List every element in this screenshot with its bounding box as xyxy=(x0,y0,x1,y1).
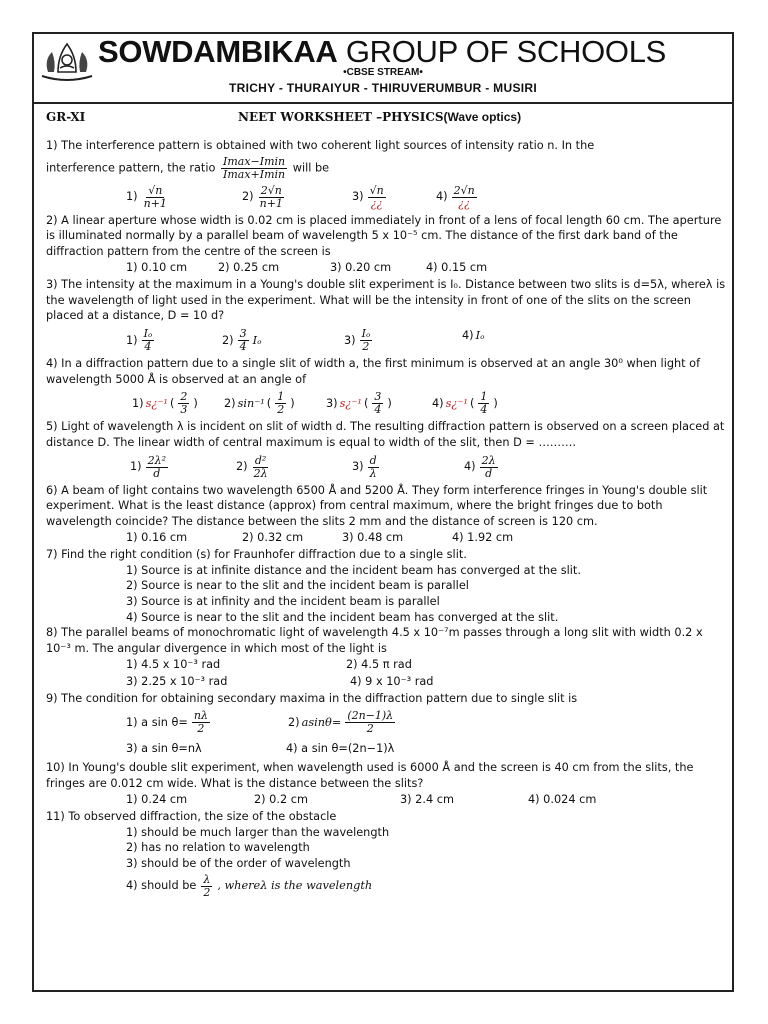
q1-ratio-den: Imax+Imin xyxy=(222,167,286,181)
q3-o2-den: 4 xyxy=(239,339,247,353)
q4-o2-label: 2) xyxy=(224,396,236,410)
q9-text: 9) The condition for obtaining secondary maxima in the diffraction pattern due to single slit is xyxy=(46,691,578,705)
q8-text: 8) The parallel beams of monochromatic light of wavelength 4.5 x 10⁻⁷m passes through a long slit with width 0.2 x 10⁻³ m. The angular divergence in which most of the light is xyxy=(46,626,703,656)
q4-option-4: 4) s¿⁻¹ ( $\frac{1}{4}$ ) xyxy=(432,390,498,417)
q3-option-1 xyxy=(126,328,156,353)
q1-o3-den: ¿¿ xyxy=(370,196,383,210)
q4-options xyxy=(46,387,728,419)
q1-o2-label: 2) xyxy=(242,190,254,204)
q11-option-2: 2) has no relation to wavelength xyxy=(126,841,310,855)
q3-option-3 xyxy=(344,328,374,353)
q5-option-3 xyxy=(352,455,381,480)
q4-text: 4) In a diffraction pattern due to a single slit of width a, the first minimum is observed at an angle 30⁰ when light of wavelength 5000 Å is observed at an angle of xyxy=(46,356,701,386)
q3-o1-label: 1) xyxy=(126,333,138,347)
q5-option-1 xyxy=(130,455,170,480)
q3-o2-frac xyxy=(238,328,249,353)
q4-o4-num: 1 xyxy=(480,390,488,404)
q1-option-2 xyxy=(242,185,287,210)
q2-text: 2) A linear aperture whose width is 0.02 cm is placed immediately in front of a lens of focal length 60 cm. The aperture is illuminated normally by a parallel beam of wavelength 5 x 10⁻⁵ cm. The distance of the first dark band of the diffraction pattern from the centre of the screen is xyxy=(46,213,722,259)
q6-options xyxy=(46,530,728,547)
q2-option-1: 1) 0.10 cm xyxy=(126,260,188,274)
q7-text: 7) Find the right condition (s) for Fraunhofer diffraction due to a single slit. xyxy=(46,547,467,561)
q3-o2-after: Iₒ xyxy=(252,333,262,347)
q1-o4-den: ¿¿ xyxy=(458,196,471,210)
worksheet-title xyxy=(238,110,521,124)
q11-option-1: 1) should be much larger than the wavelength xyxy=(126,825,390,839)
q11-option-4 xyxy=(46,874,728,899)
q5-o4-frac xyxy=(480,455,498,480)
school-name-rest: GROUP OF SCHOOLS xyxy=(345,34,667,69)
q7-option-1: 1) Source is at infinite distance and the incident beam has converged at the slit. xyxy=(126,563,581,577)
school-name xyxy=(98,34,666,70)
q10-option-4: 4) 0.024 cm xyxy=(528,792,597,806)
q5-options xyxy=(46,451,728,483)
q9-o1-num: nλ xyxy=(193,709,208,723)
q3-o4-label: 4) xyxy=(462,328,474,342)
q9-o2-frac xyxy=(345,710,395,735)
worksheet-title-row xyxy=(34,106,732,128)
q8-option-3: 3) 2.25 x 10⁻³ rad xyxy=(126,674,228,688)
q1-o2-num: 2√n xyxy=(260,183,282,197)
q7-option-2: 2) Source is near to the slit and the incident beam is parallel xyxy=(126,579,469,593)
q2-option-2: 2) 0.25 cm xyxy=(218,260,280,274)
q9-o2-label: 2) xyxy=(288,716,300,730)
q9-option-4: 4) a sin θ=(2n−1)λ xyxy=(286,742,395,756)
q11-o4-pre: 4) should be xyxy=(126,879,197,893)
q9-o2-den: 2 xyxy=(366,722,374,736)
q5-o3-frac xyxy=(368,455,379,480)
q1-o3-frac xyxy=(368,185,386,210)
q2-options xyxy=(46,260,728,277)
q6-option-3: 3) 0.48 cm xyxy=(342,530,404,544)
q1-options xyxy=(46,181,728,213)
q4-o4-pre: s¿⁻¹ xyxy=(445,396,468,410)
q9-option-1 xyxy=(126,710,212,735)
q3-option-4 xyxy=(462,328,484,344)
q3-options xyxy=(46,324,728,356)
q4-o2-den: 2 xyxy=(277,403,285,417)
q4-o3-num: 3 xyxy=(374,390,382,404)
q10-options xyxy=(46,792,728,809)
q5-o3-num: d xyxy=(369,453,377,467)
q3-o1-frac xyxy=(142,328,155,353)
q9-option-2 xyxy=(288,710,397,735)
q3-o1-den: 4 xyxy=(144,339,152,353)
q5-option-2 xyxy=(236,455,272,480)
questions xyxy=(46,138,728,899)
grade-label: GR-XI xyxy=(46,110,86,124)
q4-o1-den: 3 xyxy=(180,403,188,417)
school-header xyxy=(34,34,732,104)
q9-option-3: 3) a sin θ=nλ xyxy=(126,742,202,756)
worksheet-topic: (Wave optics) xyxy=(443,110,522,124)
q7-option-3: 3) Source is at infinity and the incident beam is parallel xyxy=(126,594,440,608)
q6-option-1: 1) 0.16 cm xyxy=(126,530,188,544)
q3-text: 3) The intensity at the maximum in a Young's double slit experiment is I₀. Distance between two slits is d=5λ, whereλ is the wavelength of light used in the experiment. What will be the intensity in front of one of the slits on the screen placed at a distance, D = 10 d? xyxy=(46,277,726,323)
q1-o3-label: 3) xyxy=(352,190,364,204)
q8-option-1: 1) 4.5 x 10⁻³ rad xyxy=(126,657,221,671)
q1-text-a: 1) The interference pattern is obtained with two coherent light sources of intensity ratio n. In the xyxy=(46,139,595,152)
q8-options-row-1 xyxy=(46,657,728,674)
q5-o1-den: d xyxy=(153,466,161,480)
q1-ratio-fraction xyxy=(221,156,287,181)
q3-o2-num: 3 xyxy=(239,326,247,340)
q4-option-3: 3) s¿⁻¹ ( $\frac{3}{4}$ ) xyxy=(326,390,392,417)
q5-o4-den: d xyxy=(485,466,493,480)
q1-o4-label: 4) xyxy=(436,190,448,204)
q11-option-3: 3) should be of the order of wavelength xyxy=(126,856,351,870)
q5-o2-num: d² xyxy=(254,453,267,467)
q4-option-1: 1) s¿⁻¹ ( $\frac{2}{3}$ ) xyxy=(132,390,198,417)
q5-o2-frac xyxy=(252,455,270,480)
q4-option-2: 2) sin⁻¹ ( $\frac{1}{2}$ ) xyxy=(224,390,295,417)
q4-o4-frac xyxy=(478,391,489,416)
q8-option-2: 2) 4.5 π rad xyxy=(346,657,412,671)
q1-o4-num: 2√n xyxy=(453,183,475,197)
q5-o3-den: λ xyxy=(369,466,377,480)
q5-o4-label: 4) xyxy=(464,460,476,474)
q1-o2-frac xyxy=(258,185,285,210)
q11-o4-frac xyxy=(201,874,212,899)
q11-text: 11) To observed diffraction, the size of the obstacle xyxy=(46,809,337,823)
q7-option-4: 4) Source is near to the slit and the incident beam has converged at the slit. xyxy=(126,610,559,624)
q9-o2-num: (2n−1)λ xyxy=(347,709,394,723)
q8-options-row-2 xyxy=(46,674,728,691)
q6-text: 6) A beam of light contains two wavelength 6500 Å and 5200 Å. They form interference fringes in Young's double slit experiment. What is the least distance (approx) from central maximum, where the bright fringes due to both wavelength coincide? The distance between the slits 2 mm and the distance of screen is 120 cm. xyxy=(46,483,708,529)
q5-text: 5) Light of wavelength λ is incident on slit of width d. The resulting diffraction pattern is observed on a screen placed at distance D. The linear width of central maximum is equal to width of the slit, then D = ………. xyxy=(46,420,725,450)
q4-o2-num: 1 xyxy=(277,390,285,404)
q1-o2-den: n+1 xyxy=(259,196,283,210)
q1-o1-frac xyxy=(142,185,169,210)
q1-ratio-num: Imax−Imin xyxy=(222,154,286,168)
q4-o1-num: 2 xyxy=(180,390,188,404)
q5-o1-frac xyxy=(146,455,168,480)
q4-o3-frac xyxy=(372,391,383,416)
q4-o1-label: 1) xyxy=(132,396,144,410)
q9-o1-den: 2 xyxy=(197,722,205,736)
q9-options-row-2 xyxy=(46,738,728,760)
q1-o3-num: √n xyxy=(369,183,384,197)
q6-option-4: 4) 1.92 cm xyxy=(452,530,514,544)
worksheet-frame xyxy=(32,32,734,992)
q1-text-b-line xyxy=(46,156,728,181)
q5-o4-num: 2λ xyxy=(481,453,496,467)
q3-o3-den: 2 xyxy=(362,339,370,353)
q11-o4-post: , whereλ is the wavelength xyxy=(217,879,373,893)
q5-option-4 xyxy=(464,455,500,480)
q4-o3-den: 4 xyxy=(374,403,382,417)
q1-o1-den: n+1 xyxy=(143,196,167,210)
q3-o1-num: Iₒ xyxy=(143,326,153,340)
q3-option-2 xyxy=(222,328,261,353)
q9-o1-frac xyxy=(192,710,210,735)
q9-o2-pre: asinθ= xyxy=(301,716,342,730)
q5-o1-label: 1) xyxy=(130,460,142,474)
q9-options-row-1 xyxy=(46,706,728,738)
q10-option-1: 1) 0.24 cm xyxy=(126,792,188,806)
q4-o4-label: 4) xyxy=(432,396,444,410)
stream-label: •CBSE STREAM• xyxy=(343,67,423,78)
q1-text-c: will be xyxy=(292,161,330,175)
q11-o4-num: λ xyxy=(203,872,211,886)
q1-option-4 xyxy=(436,185,479,210)
q11-o4-den: 2 xyxy=(203,885,211,899)
q4-o3-pre: s¿⁻¹ xyxy=(339,396,362,410)
q1-o1-label: 1) xyxy=(126,190,138,204)
q5-o3-label: 3) xyxy=(352,460,364,474)
worksheet-title-text: NEET WORKSHEET –PHYSICS xyxy=(238,110,444,124)
q6-option-2: 2) 0.32 cm xyxy=(242,530,304,544)
q5-o2-label: 2) xyxy=(236,460,248,474)
q4-o1-frac xyxy=(178,391,189,416)
q1-o4-frac xyxy=(452,185,477,210)
q4-o1-pre: s¿⁻¹ xyxy=(145,396,168,410)
q5-o2-den: 2λ xyxy=(253,466,268,480)
q2-option-4: 4) 0.15 cm xyxy=(426,260,488,274)
town-list: TRICHY - THURAIYUR - THIRUVERUMBUR - MUSIRI xyxy=(228,81,537,95)
school-name-bold: SOWDAMBIKAA xyxy=(98,34,338,69)
q3-o3-frac xyxy=(360,328,373,353)
q9-o1-label: 1) a sin θ= xyxy=(126,716,188,730)
q5-o1-num: 2λ² xyxy=(147,453,166,467)
q4-o2-pre: sin⁻¹ xyxy=(237,396,265,410)
q3-o4-val: Iₒ xyxy=(475,328,485,342)
q4-o3-label: 3) xyxy=(326,396,338,410)
q1-o1-num: √n xyxy=(148,183,163,197)
q10-text: 10) In Young's double slit experiment, when wavelength used is 6000 Å and the screen is 40 cm from the slits, the fringes are 0.012 cm wide. What is the distance between the slits? xyxy=(46,761,694,791)
q4-o2-frac xyxy=(275,391,286,416)
q3-o2-label: 2) xyxy=(222,333,234,347)
q10-option-3: 3) 2.4 cm xyxy=(400,792,454,806)
q8-option-4: 4) 9 x 10⁻³ rad xyxy=(350,674,434,688)
q1-option-1 xyxy=(126,185,171,210)
q10-option-2: 2) 0.2 cm xyxy=(254,792,308,806)
q4-o4-den: 4 xyxy=(480,403,488,417)
q1-option-3 xyxy=(352,185,388,210)
q3-o3-num: Iₒ xyxy=(361,326,371,340)
q3-o3-label: 3) xyxy=(344,333,356,347)
q2-option-3: 3) 0.20 cm xyxy=(330,260,392,274)
q1-text-b: interference pattern, the ratio xyxy=(46,161,216,175)
